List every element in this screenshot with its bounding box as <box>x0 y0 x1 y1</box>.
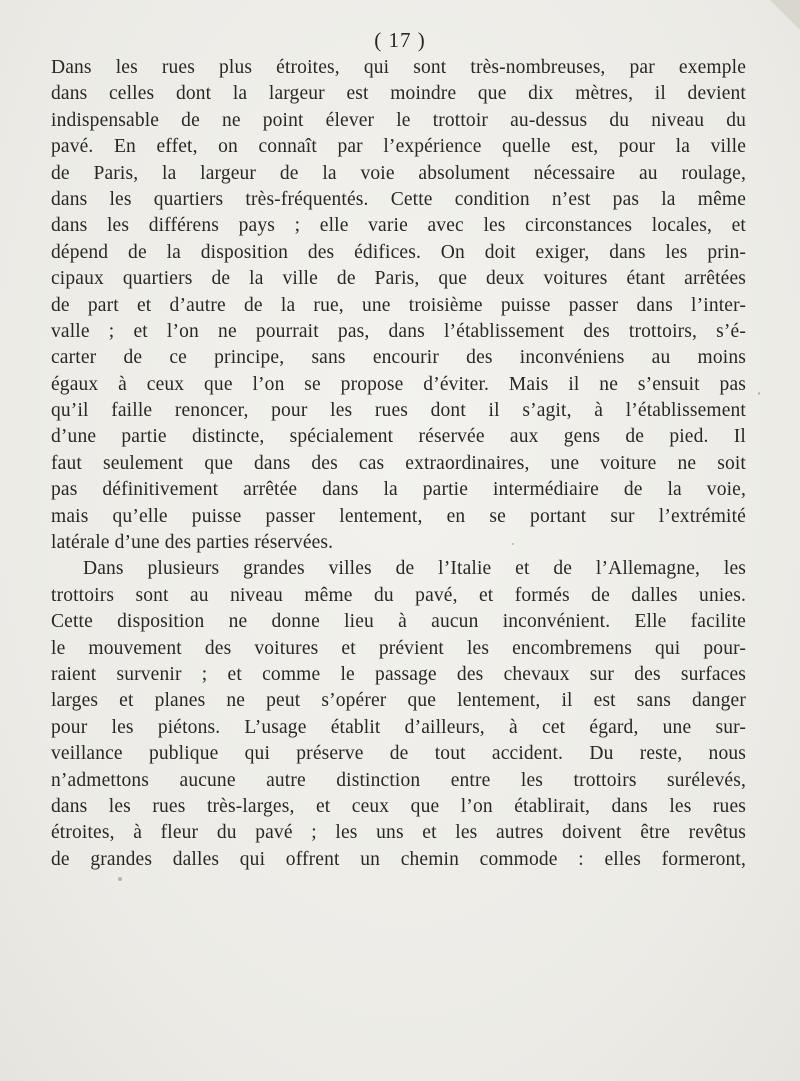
text-line: de part et d’autre de la rue, une troisième puisse passer dans l’inter- <box>51 294 746 316</box>
text-line: indispensable de ne point élever le trottoir au-dessus du niveau du <box>51 109 746 131</box>
text-line: carter de ce principe, sans encourir des inconvéniens au moins <box>51 347 746 369</box>
text-line: dans les différens pays ; elle varie avec les circonstances locales, et <box>51 215 746 237</box>
text-line: faut seulement que dans des cas extraordinaires, une voiture ne soit <box>51 452 746 474</box>
text-line: mais qu’elle puisse passer lentement, en se portant sur l’extrémité <box>51 505 746 527</box>
page-number: ( 17 ) <box>374 28 426 52</box>
text-line: dans les rues très-larges, et ceux que l’on établirait, dans les rues <box>51 795 746 817</box>
text-line: dépend de la disposition des édifices. On doit exiger, dans les prin- <box>51 241 746 263</box>
text-line: veillance publique qui préserve de tout accident. Du reste, nous <box>51 743 746 765</box>
paragraph-start-line: Dans plusieurs grandes villes de l’Italie et de l’Allemagne, les <box>83 558 746 580</box>
text-line: le mouvement des voitures et prévient les encombremens qui pour- <box>51 637 746 659</box>
paper-speck <box>118 877 122 881</box>
text-line: valle ; et l’on ne pourrait pas, dans l’établissement des trottoirs, s’é- <box>51 320 746 342</box>
text-line: n’admettons aucune autre distinction entre les trottoirs surélevés, <box>51 769 746 791</box>
text-line: Dans les rues plus étroites, qui sont très-nombreuses, par exemple <box>51 57 746 78</box>
text-line: pas définitivement arrêtée dans la partie intermédiaire de la voie, <box>51 479 746 501</box>
paragraph-end-line: latérale d’une des parties réservées. <box>51 532 334 554</box>
text-line: étroites, à fleur du pavé ; les uns et les autres doivent être revêtus <box>51 822 746 844</box>
paper-speck <box>758 392 760 395</box>
page-corner-fold <box>770 0 800 30</box>
text-line: égaux à ceux que l’on se propose d’éviter. Mais il ne s’ensuit pas <box>51 373 746 395</box>
text-line: qu’il faille renoncer, pour les rues dont il s’agit, à l’établissement <box>51 400 746 422</box>
text-line: pavé. En effet, on connaît par l’expérience quelle est, pour la ville <box>51 136 746 158</box>
text-line: de grandes dalles qui offrent un chemin commode : elles formeront, <box>51 848 746 870</box>
body-text <box>51 55 746 873</box>
paper-speck <box>512 543 514 545</box>
text-line: trottoirs sont au niveau même du pavé, et formés de dalles unies. <box>51 584 746 606</box>
text-line: Cette disposition ne donne lieu à aucun inconvénient. Elle facilite <box>51 611 746 633</box>
text-line: cipaux quartiers de la ville de Paris, que deux voitures étant arrêtées <box>51 268 746 290</box>
text-line: dans les quartiers très-fréquentés. Cette condition n’est pas la même <box>51 188 746 210</box>
text-line: dans celles dont la largeur est moindre que dix mètres, il devient <box>51 83 746 105</box>
text-line: d’une partie distincte, spécialement réservée aux gens de pied. Il <box>51 426 746 448</box>
text-line: raient survenir ; et comme le passage des chevaux sur des surfaces <box>51 663 746 685</box>
text-line: de Paris, la largeur de la voie absolument nécessaire au roulage, <box>51 162 746 184</box>
text-line: larges et planes ne peut s’opérer que lentement, il est sans danger <box>51 690 746 712</box>
text-line: pour les piétons. L’usage établit d’ailleurs, à cet égard, une sur- <box>51 716 746 738</box>
